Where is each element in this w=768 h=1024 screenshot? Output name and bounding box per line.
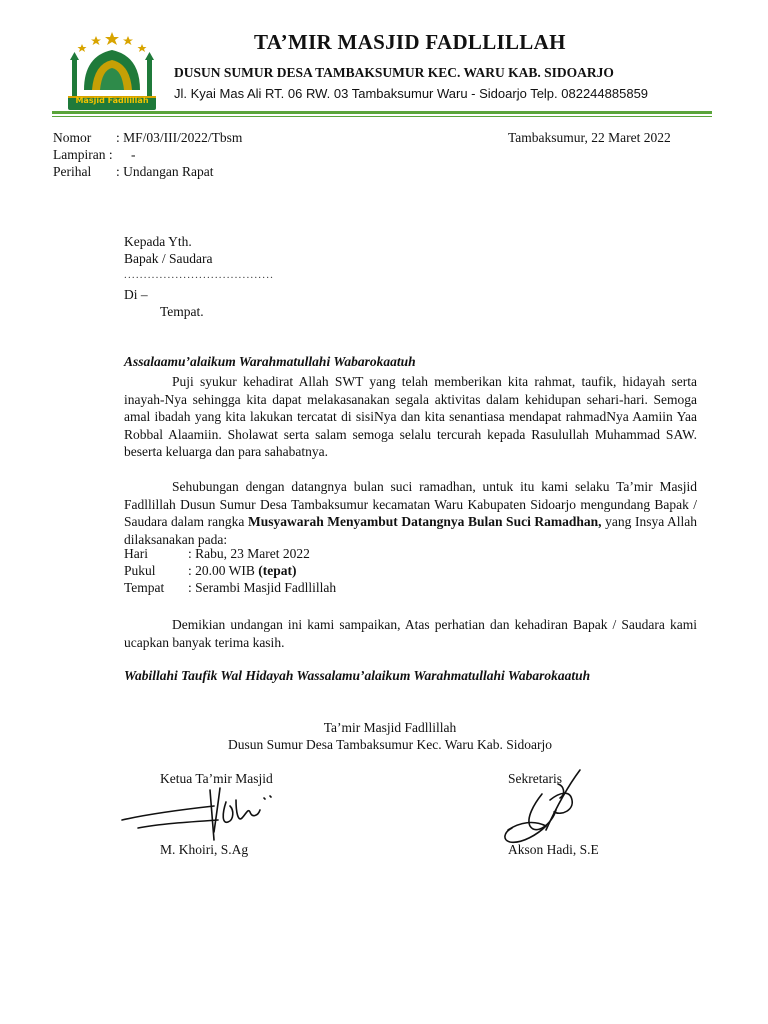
- hari-value: : Rabu, 23 Maret 2022: [188, 546, 310, 561]
- pukul-value: : 20.00 WIB: [188, 563, 255, 578]
- paragraph-3: [124, 616, 697, 651]
- recipient-line-2: Bapak / Saudara: [124, 251, 213, 266]
- lampiran-label: Lampiran :: [53, 147, 113, 162]
- paragraph-1-text: Puji syukur kehadirat Allah SWT yang telah memberikan kita rahmat, taufik, hidayah serta inayah-Nya sehingga kita dapat melakasanakan segala aktivitas dalam kehidupan sehari-hari. Semoga amal ibadah yang kita lakukan tercatat di sisiNya dan kita senantiasa mendapat rahmadNya Aamiin Yaa Robbal Alaamiin. Sholawat serta salam semoga selalu tercurah kepada Rasulullah Muhammad SAW. beserta keluarga dan para sahabatnya.: [124, 374, 697, 459]
- nomor-value: : MF/03/III/2022/Tbsm: [116, 130, 243, 145]
- right-signer-role: Sekretaris: [508, 771, 562, 786]
- pukul-label: Pukul: [124, 563, 156, 578]
- paragraph-1: [124, 373, 697, 461]
- hari-label: Hari: [124, 546, 148, 561]
- paragraph-2: [124, 478, 697, 548]
- paragraph-3-text: Demikian undangan ini kami sampaikan, Atas perhatian dan kehadiran Bapak / Saudara kami ucapkan banyak terima kasih.: [124, 617, 697, 650]
- paragraph-2-text-a: Sehubungan dengan datangnya bulan suci ramadhan, untuk itu kami selaku Ta’mir Masjid Fadllillah Dusun Sumur Desa Tambaksumur kecamatan Waru Kabupaten Sidoarjo mengundang Bapak / Saudara dalam rangka: [124, 479, 697, 529]
- recipient-line-4: Tempat.: [160, 304, 204, 319]
- left-signer-role: Ketua Ta’mir Masjid: [160, 771, 273, 786]
- tempat-value: : Serambi Masjid Fadllillah: [188, 580, 337, 595]
- header-divider: [52, 111, 712, 114]
- right-signature: [498, 764, 608, 854]
- organization-address: Jl. Kyai Mas Ali RT. 06 RW. 03 Tambaksumur Waru - Sidoarjo Telp. 082244885859: [174, 86, 649, 101]
- pukul-row: [188, 563, 296, 579]
- logo-caption: Masjid Fadllillah: [75, 96, 149, 105]
- paragraph-2-text-b: yang Insya Allah dilaksanakan pada:: [124, 514, 698, 547]
- greeting: Assalaamu’alaikum Warahmatullahi Wabarokaatuh: [124, 354, 416, 369]
- organization-subtitle: DUSUN SUMUR DESA TAMBAKSUMUR KEC. WARU KAB. SIDOARJO: [174, 65, 614, 80]
- pukul-note: (tepat): [258, 563, 297, 578]
- right-signer-name: Akson Hadi, S.E: [508, 842, 599, 857]
- closing-salutation: Wabillahi Taufik Wal Hidayah Wassalamu’alaikum Warahmatullahi Wabarokaatuh: [124, 668, 591, 683]
- left-signer-name: M. Khoiri, S.Ag: [160, 842, 249, 857]
- place-date: Tambaksumur, 22 Maret 2022: [508, 130, 671, 145]
- nomor-label: Nomor: [53, 130, 92, 145]
- perihal-value: : Undangan Rapat: [116, 164, 214, 179]
- perihal-label: Perihal: [53, 164, 92, 179]
- lampiran-value: -: [131, 147, 136, 162]
- tempat-label: Tempat: [124, 580, 165, 595]
- paragraph-2-event: Musyawarah Menyambut Datangnya Bulan Suci Ramadhan,: [247, 514, 602, 529]
- signoff-org-line-2: Dusun Sumur Desa Tambaksumur Kec. Waru Kab. Sidoarjo: [227, 737, 553, 752]
- header-divider-thin: [52, 116, 712, 117]
- organization-title: TA’MIR MASJID FADLLILLAH: [254, 30, 566, 54]
- recipient-dots: ......................................: [124, 269, 275, 281]
- recipient-line-1: Kepada Yth.: [124, 234, 192, 249]
- left-signature: [118, 784, 288, 844]
- recipient-line-3: Di –: [124, 287, 148, 302]
- signoff-org-line-1: Ta’mir Masjid Fadllillah: [323, 720, 457, 735]
